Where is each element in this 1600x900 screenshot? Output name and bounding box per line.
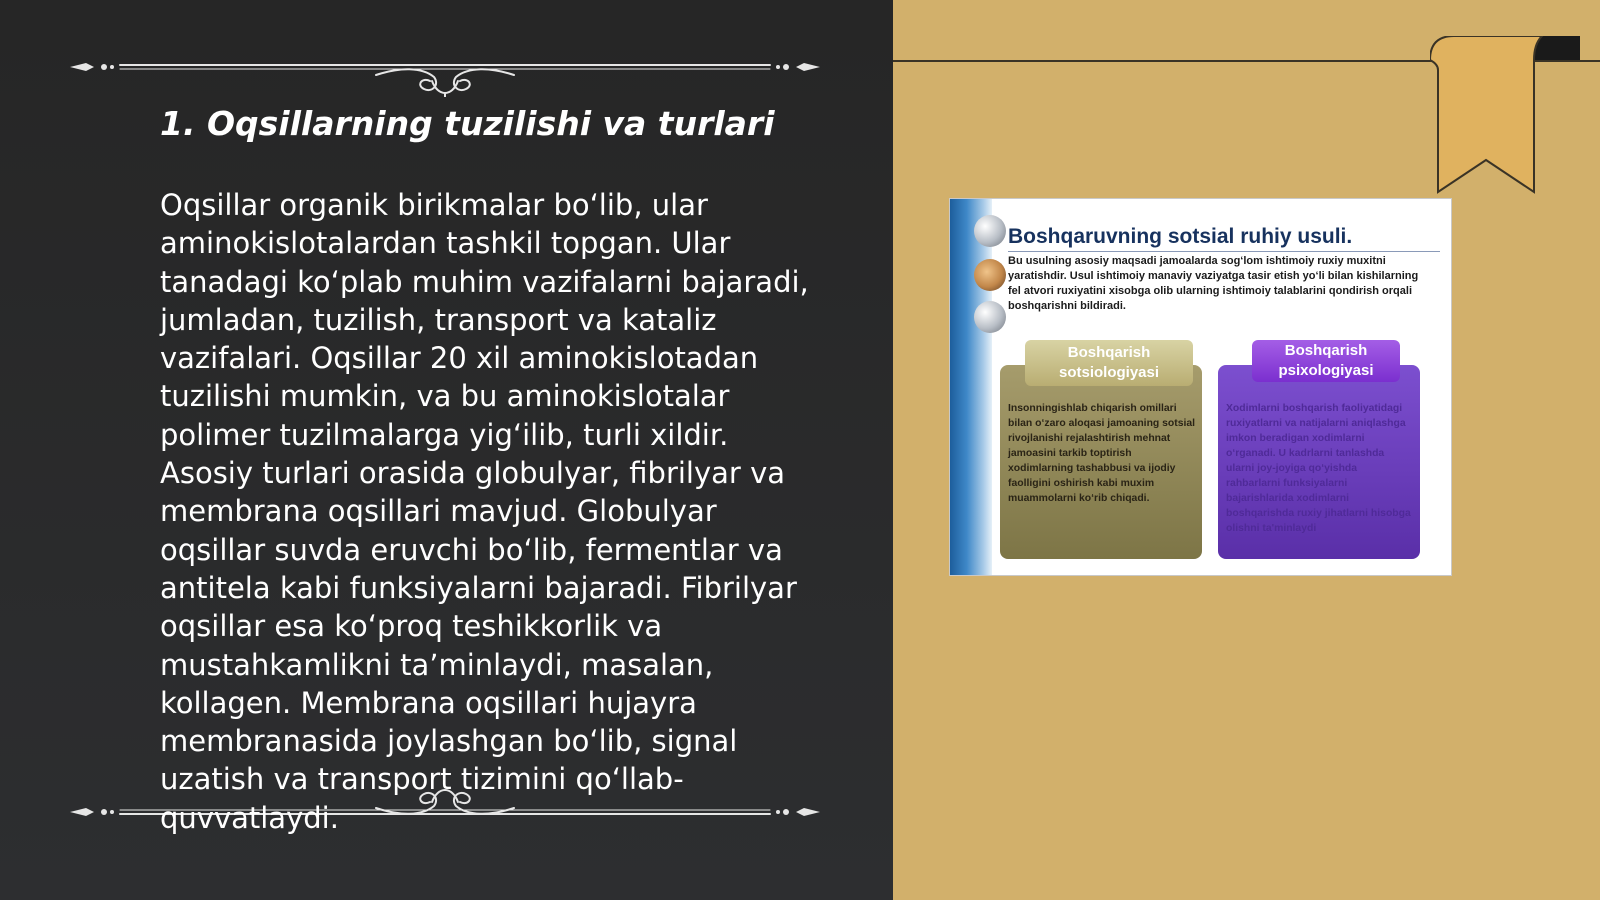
psychology-box-text: Xodimlarni boshqarish faoliyatidagi ruxiyatlarni va natijalarni aniqlashga imkon beradigan xodimlarni o‘rganadi. U kadrlarni tanlashda ularni joy-joyiga qo‘yishda rahbarlarni funksiyalarni bajarishlarida xodimlarni boshqarishda ruxiy jihatlarni hisobga olishni ta'minlaydi xyxy=(1226,403,1411,534)
globe-icon xyxy=(974,215,1006,247)
person-icon xyxy=(974,259,1006,291)
top-ornament-divider xyxy=(60,37,830,97)
embedded-image xyxy=(950,199,1451,575)
slide-body-text: Oqsillar organik birikmalar bo‘lib, ular aminokislotalardan tashkil topgan. Ular tanadagi ko‘plab muhim vazifalarni bajaradi, jumladan, tuzilish, transport va kataliz vazifalari. Oqsillar 20 xil aminokislotadan tuzilishi mumkin, va bu aminokislotalar polimer tuzilmalarga yig‘ilib, turli xildir. Asosiy turlari orasida globulyar, fibrilyar va membrana oqsillari mavjud. Globulyar oqsillar suvda eruvchi bo‘lib, fermentlar va antitela kabi funksiyalarni bajaradi. Fibrilyar oqsillar esa ko‘proq teshikkorlik va mustahkamlikni ta’minlaydi, masalan, kollagen. Membrana oqsillari hujayra membranasida joylashgan bo‘lib, signal uzatish va transport tizimini qo‘llab-quvvatlaydi. xyxy=(160,188,809,835)
sociology-box-text: Insonningishlab chiqarish omillari bilan o‘zaro aloqasi jamoaning sotsial rivojlanishi rejalashtirish mehnat jamoasini tarkib toptirish xodimlarning tashabbusi va ijodiy faolligini oshirish kabi muxim muammolarni ko‘rib chiqadi. xyxy=(1008,403,1196,504)
image-title-rule xyxy=(1008,251,1440,252)
image-title: Boshqaruvning sotsial ruhiy usuli. xyxy=(1008,225,1353,248)
slide-title: 1. Oqsillarning tuzilishi va turlari xyxy=(160,104,775,143)
sociology-box xyxy=(1000,365,1202,559)
sociology-label: Boshqarish sotsiologiyasi xyxy=(1025,340,1193,386)
psychology-box xyxy=(1218,365,1420,559)
image-side-bar xyxy=(950,199,992,575)
image-description: Bu usulning asosiy maqsadi jamoalarda sog‘lom ishtimoiy ruxiy muxitni yaratishdir. Usul ishtimoiy manaviy vaziyatga tasir etish yo‘li bilan kishilarning fel atvori ruxiyatini xisobga olib ularning ishtimoiy talablarini qondirish orqali boshqarishni bildiradi. xyxy=(1008,255,1419,312)
bookmark-icon xyxy=(1430,36,1580,200)
pen-icon xyxy=(974,301,1006,333)
psychology-label: Boshqarish psixologiyasi xyxy=(1252,340,1400,382)
